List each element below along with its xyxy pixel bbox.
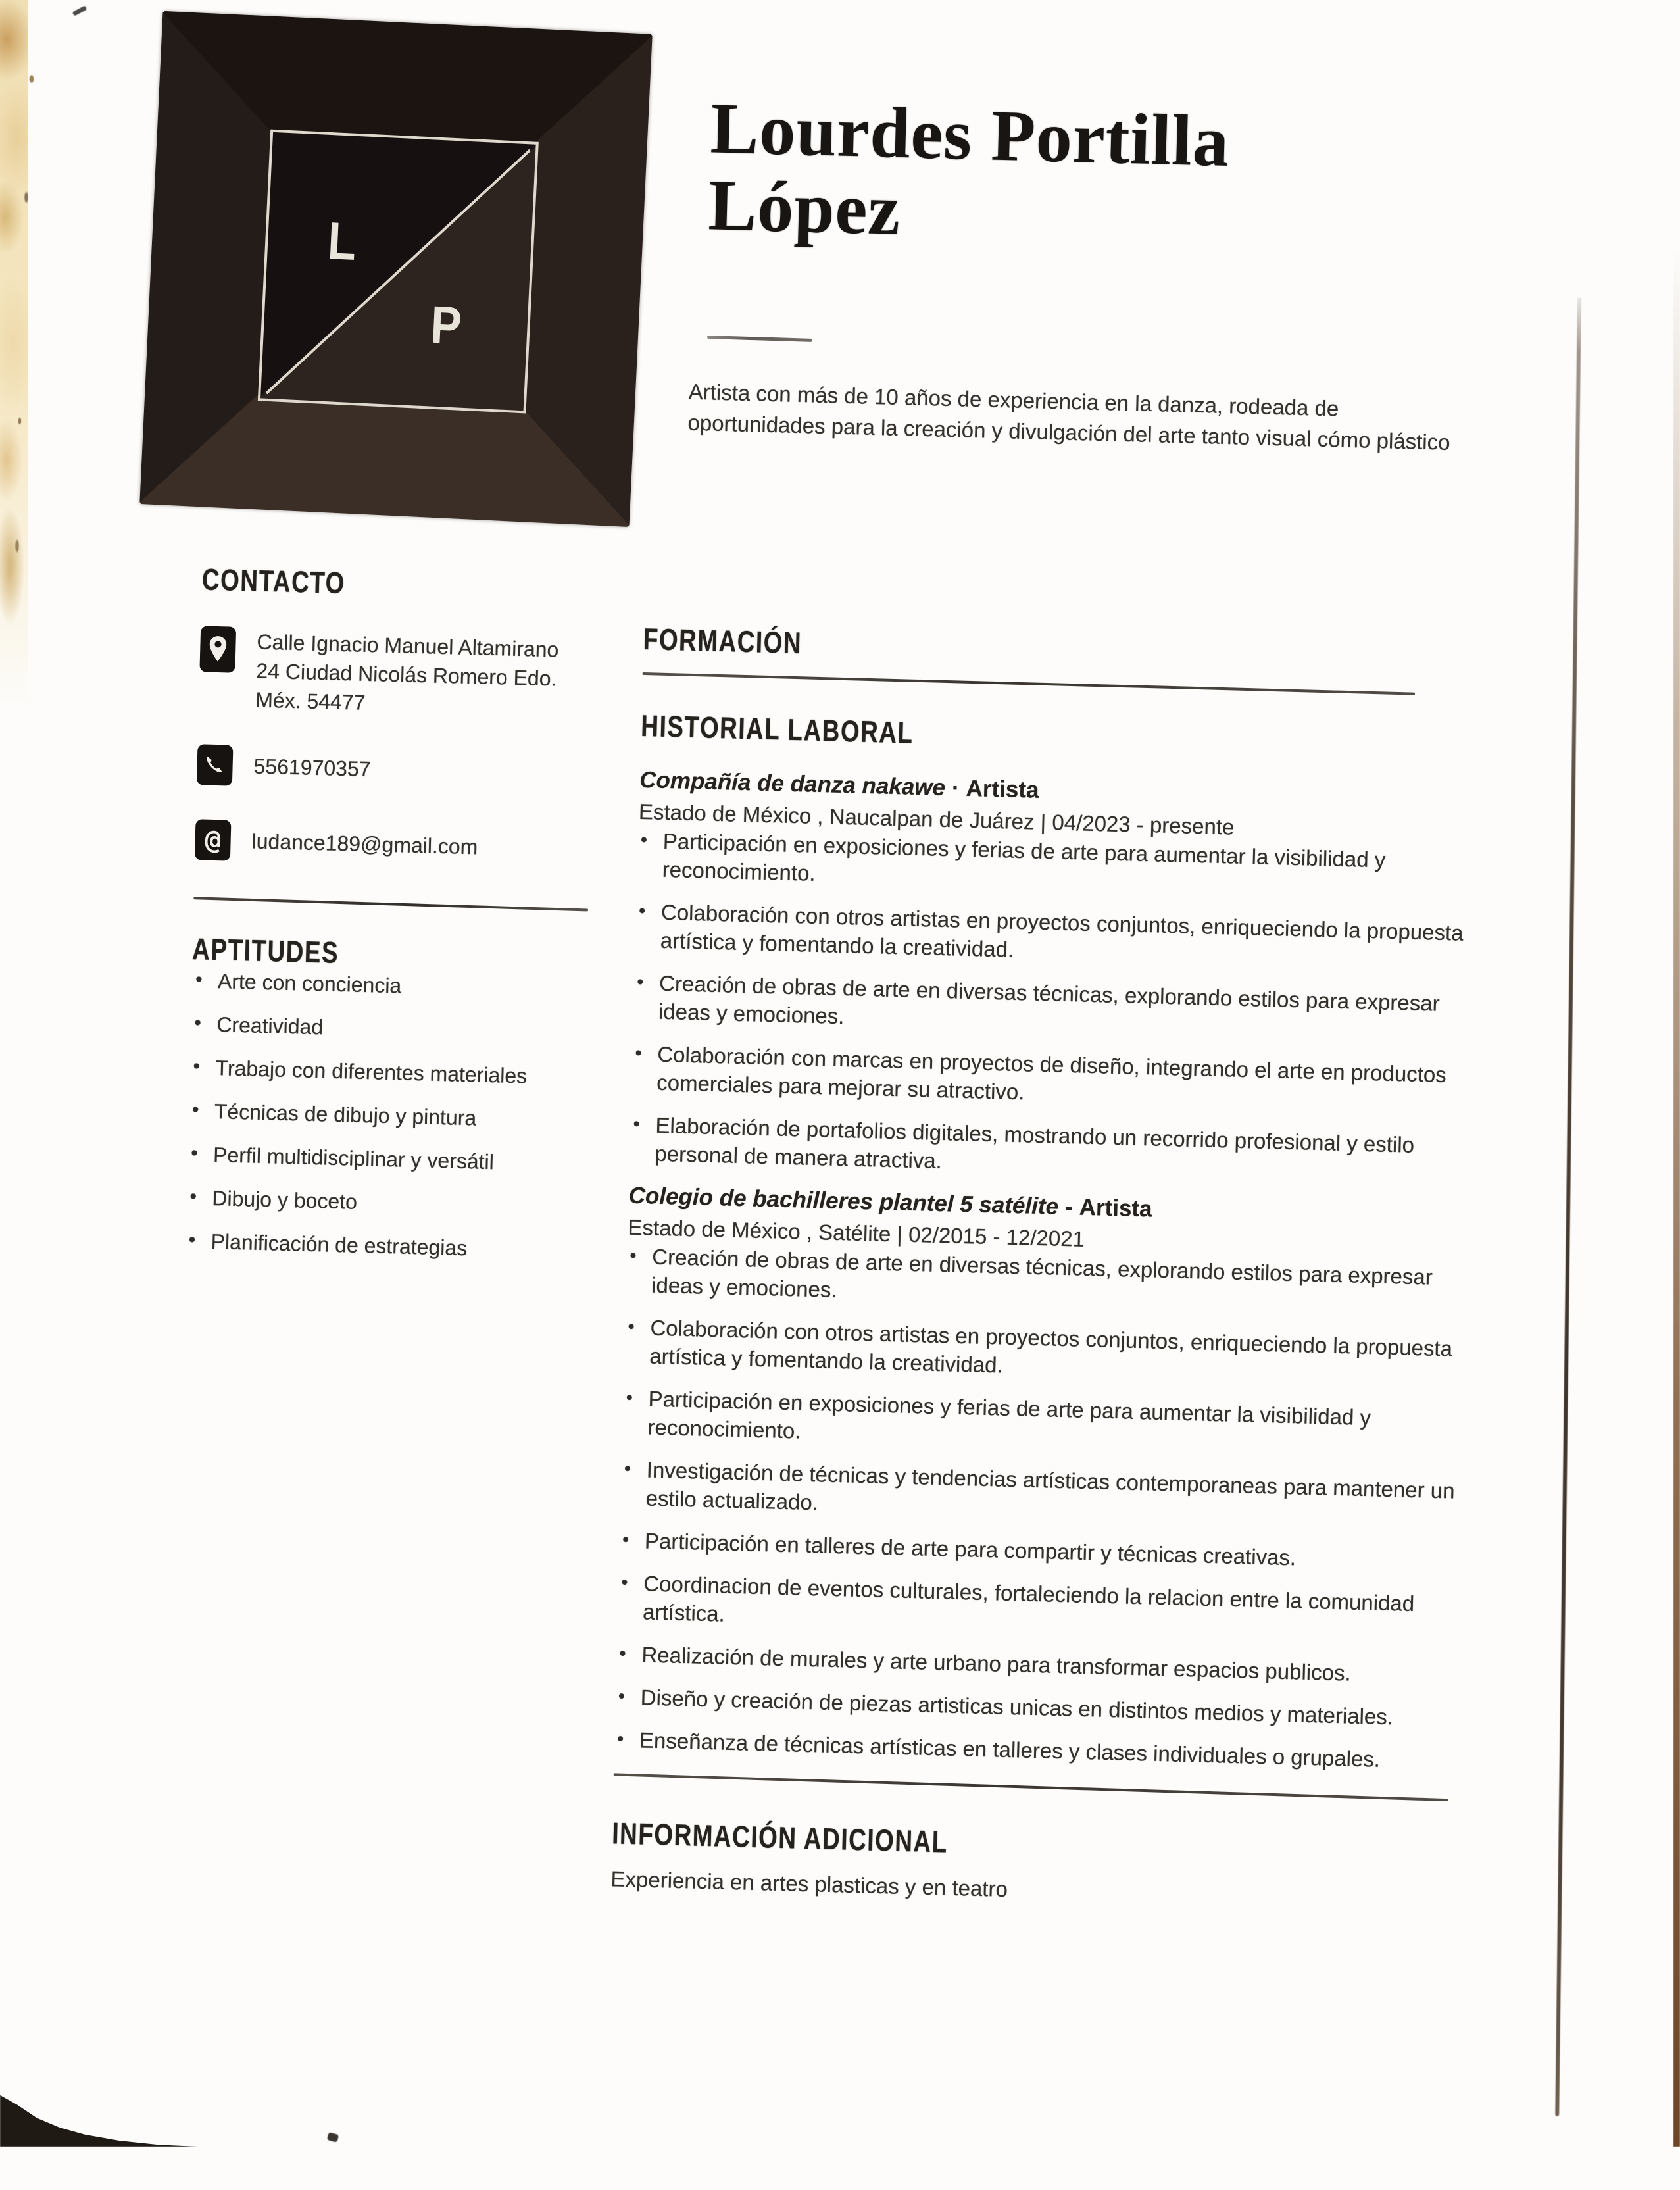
job-entry (630, 766, 1485, 1189)
right-column (610, 621, 1489, 1914)
left-column (184, 561, 624, 1281)
contact-address: Calle Ignacio Manuel Altamirano 24 Ciudad Nicolás Romero Edo. Méx. 54477 (255, 630, 559, 714)
candidate-name (708, 89, 1501, 264)
informacion-adicional-heading: INFORMACIÓN ADICIONAL (611, 1816, 949, 1859)
job-bullet: • Colaboración con otros artistas en proyectos conjuntos, enriqueciendo la propuesta artística y fomentando la creatividad. (635, 897, 1483, 976)
name-underline (707, 336, 812, 342)
monogram-diagonal-line (266, 149, 531, 394)
candidate-name-line1: Lourdes Portilla (709, 87, 1231, 182)
aptitudes-list (184, 966, 586, 1265)
job-bullet-list (614, 1242, 1473, 1776)
contact-heading: CONTACTO (201, 562, 346, 601)
job-role: Artista (1079, 1194, 1153, 1222)
aptitude-item: • Creatividad (190, 1010, 585, 1048)
contact-phone: 5561970357 (253, 754, 372, 782)
scan-edge-right (1673, 250, 1680, 2147)
aptitude-item: • Trabajo con diferentes materiales (189, 1053, 584, 1091)
job-meta: Estado de México , Naucalpan de Juárez | 04/2023 - presente (638, 799, 1235, 839)
job-bullet: • Participación en exposiciones y ferias de arte para aumentar la visibilidad y reconocimiento. (637, 826, 1485, 905)
informacion-adicional-text: Experiencia en artes plasticas y en teatro (610, 1866, 1008, 1902)
aptitude-item: • Perfil multidisciplinar y versátil (187, 1140, 582, 1178)
job-company: Colegio de bachilleres plantel 5 satélite (628, 1182, 1059, 1220)
contact-address-row (199, 626, 622, 724)
formacion-heading: FORMACIÓN (643, 621, 803, 660)
bottom-divider (614, 1773, 1449, 1801)
profile-summary: Artista con más de 10 años de experiencia en la danza, rodeada de oportunidades para la creación y divulgación del arte tanto visual cómo plástico (687, 379, 1451, 455)
job-bullet: • Coordinacion de eventos culturales, fortaleciendo la relacion entre la comunidad artística. (618, 1568, 1466, 1647)
monogram-letter-l: L (326, 211, 358, 271)
historial-heading: HISTORIAL LABORAL (640, 708, 914, 750)
job-bullet-list (630, 826, 1483, 1189)
job-bullet: • Investigación de técnicas y tendencias artísticas contemporaneas para mantener un estilo actualizado. (620, 1455, 1469, 1534)
candidate-name-line2: López (707, 164, 902, 250)
job-company: Compañía de danza nakawe (639, 766, 946, 801)
aptitudes-heading: APTITUDES (191, 932, 339, 970)
formacion-divider (642, 672, 1415, 695)
left-column-divider (193, 897, 588, 911)
phone-icon (197, 744, 234, 785)
location-pin-icon (199, 626, 236, 672)
aptitude-item: • Arte con conciencia (191, 966, 587, 1005)
aptitude-item: • Dibujo y boceto (185, 1183, 581, 1222)
job-bullet: • Diseño y creación de piezas artisticas unicas en distintos medios y materiales. (615, 1682, 1463, 1733)
job-bullet: • Enseñanza de técnicas artísticas en talleres y clases individuales o grupales. (614, 1725, 1462, 1776)
job-bullet: • Creación de obras de arte en diversas técnicas, explorando estilos para expresar ideas y emociones. (633, 968, 1482, 1047)
job-role: Artista (966, 775, 1040, 803)
contact-email-row (195, 819, 616, 871)
contact-phone-row (197, 744, 618, 796)
job-bullet: • Colaboración con otros artistas en proyectos conjuntos, enriqueciendo la propuesta artística y fomentando la creatividad. (624, 1313, 1473, 1392)
job-bullet: • Colaboración con marcas en proyectos de diseño, integrando el arte en productos comerciales para mejorar su atractivo. (631, 1039, 1480, 1118)
aptitude-item: • Técnicas de dibujo y pintura (187, 1097, 583, 1135)
job-bullet: • Creación de obras de arte en diversas técnicas, explorando estilos para expresar ideas y emociones. (626, 1242, 1475, 1321)
job-bullet: • Participación en talleres de arte para compartir y técnicas creativas. (619, 1526, 1467, 1576)
at-icon: @ (195, 819, 232, 860)
monogram-letter-p: P (429, 295, 463, 355)
contact-email: ludance189@gmail.com (251, 829, 478, 859)
job-bullet: • Elaboración de portafolios digitales, mostrando un recorrido profesional y estilo personal de manera atractiva. (630, 1110, 1478, 1189)
job-title-separator: - (1064, 1194, 1074, 1220)
monogram-logo (139, 11, 653, 527)
job-meta: Estado de México , Satélite | 02/2015 - 12/2021 (628, 1214, 1085, 1251)
aptitude-item: • Planificación de estrategias (184, 1227, 580, 1265)
job-title-separator: · (951, 775, 960, 801)
monogram-inner-square (258, 130, 539, 414)
job-bullet: • Realización de murales y arte urbano para transformar espacios publicos. (616, 1639, 1464, 1690)
job-entry (614, 1182, 1474, 1776)
job-bullet: • Participación en exposiciones y ferias de arte para aumentar la visibilidad y reconocimiento. (622, 1384, 1471, 1463)
